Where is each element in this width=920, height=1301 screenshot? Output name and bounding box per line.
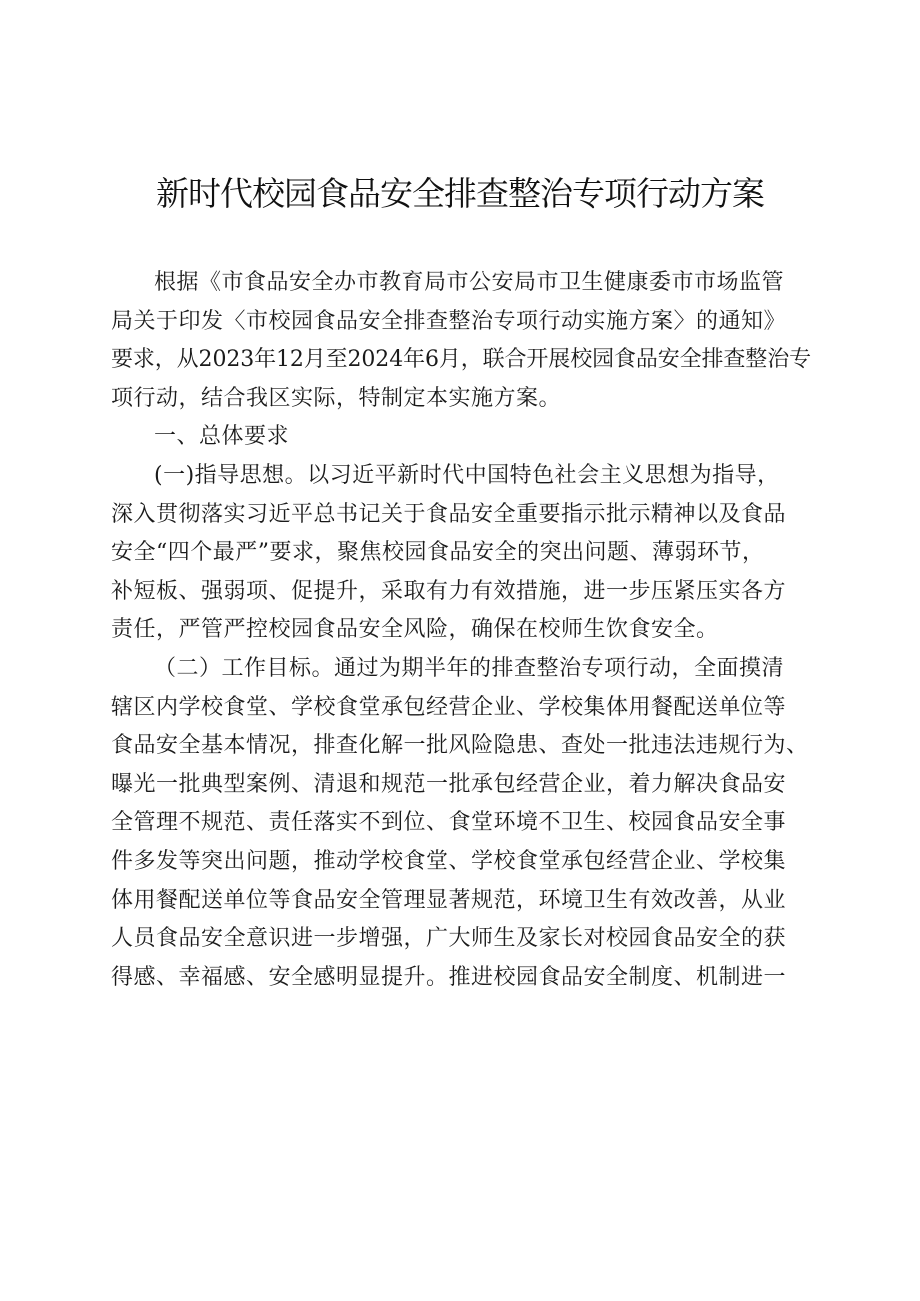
paragraph-first-line: (一)指导思想。以习近平新时代中国特色社会主义思想为指导， — [154, 462, 780, 488]
paragraph-line: 责任，严管严控校园食品安全风险，确保在校师生饮食安全。 — [111, 617, 719, 643]
paragraph-first-line: （二）工作目标。通过为期半年的排查整治专项行动，全面摸清 — [154, 655, 785, 681]
paragraph-line: 得感、幸福感、安全感明显提升。推进校园食品安全制度、机制进一 — [111, 964, 787, 990]
paragraph-line: 曝光一批典型案例、清退和规范一批承包经营企业，着力解决食品安 — [111, 771, 787, 797]
paragraph-line: 全管理不规范、责任落实不到位、食堂环境不卫生、校园食品安全事 — [111, 810, 787, 836]
document-title: 新时代校园食品安全排查整治专项行动方案 — [156, 174, 764, 213]
paragraph-line: 项行动，结合我区实际，特制定本实施方案。 — [111, 385, 562, 411]
paragraph-first-line: 一、总体要求 — [154, 424, 290, 450]
paragraph-first-line: 根据《市食品安全办市教育局市公安局市卫生健康委市市场监管 — [154, 270, 785, 295]
paragraph-line: 件多发等突出问题，推动学校食堂、学校食堂承包经营企业、学校集 — [111, 848, 787, 874]
paragraph-line: 辖区内学校食堂、学校食堂承包经营企业、学校集体用餐配送单位等 — [111, 694, 787, 720]
paragraph-line: 深入贯彻落实习近平总书记关于食品安全重要指示批示精神以及食品 — [111, 501, 787, 527]
document-body — [111, 264, 811, 997]
paragraph-line: 体用餐配送单位等食品安全管理显著规范，环境卫生有效改善，从业 — [111, 887, 787, 913]
paragraph-line: 安全“四个最严”要求，聚焦校园食品安全的突出问题、薄弱环节， — [111, 540, 765, 566]
paragraph-line: 要求，从2023年12月至2024年6月，联合开展校园食品安全排查整治专 — [111, 347, 811, 373]
paragraph-line: 人员食品安全意识进一步增强，广大师生及家长对校园食品安全的获 — [111, 926, 787, 952]
paragraph-line: 局关于印发〈市校园食品安全排查整治专项行动实施方案〉的通知》 — [111, 308, 787, 334]
paragraph-line: 补短板、强弱项、促提升，采取有力有效措施，进一步压紧压实各方 — [111, 578, 787, 604]
paragraph-line: 食品安全基本情况，排查化解一批风险隐患、查处一批违法违规行为、 — [111, 733, 809, 759]
